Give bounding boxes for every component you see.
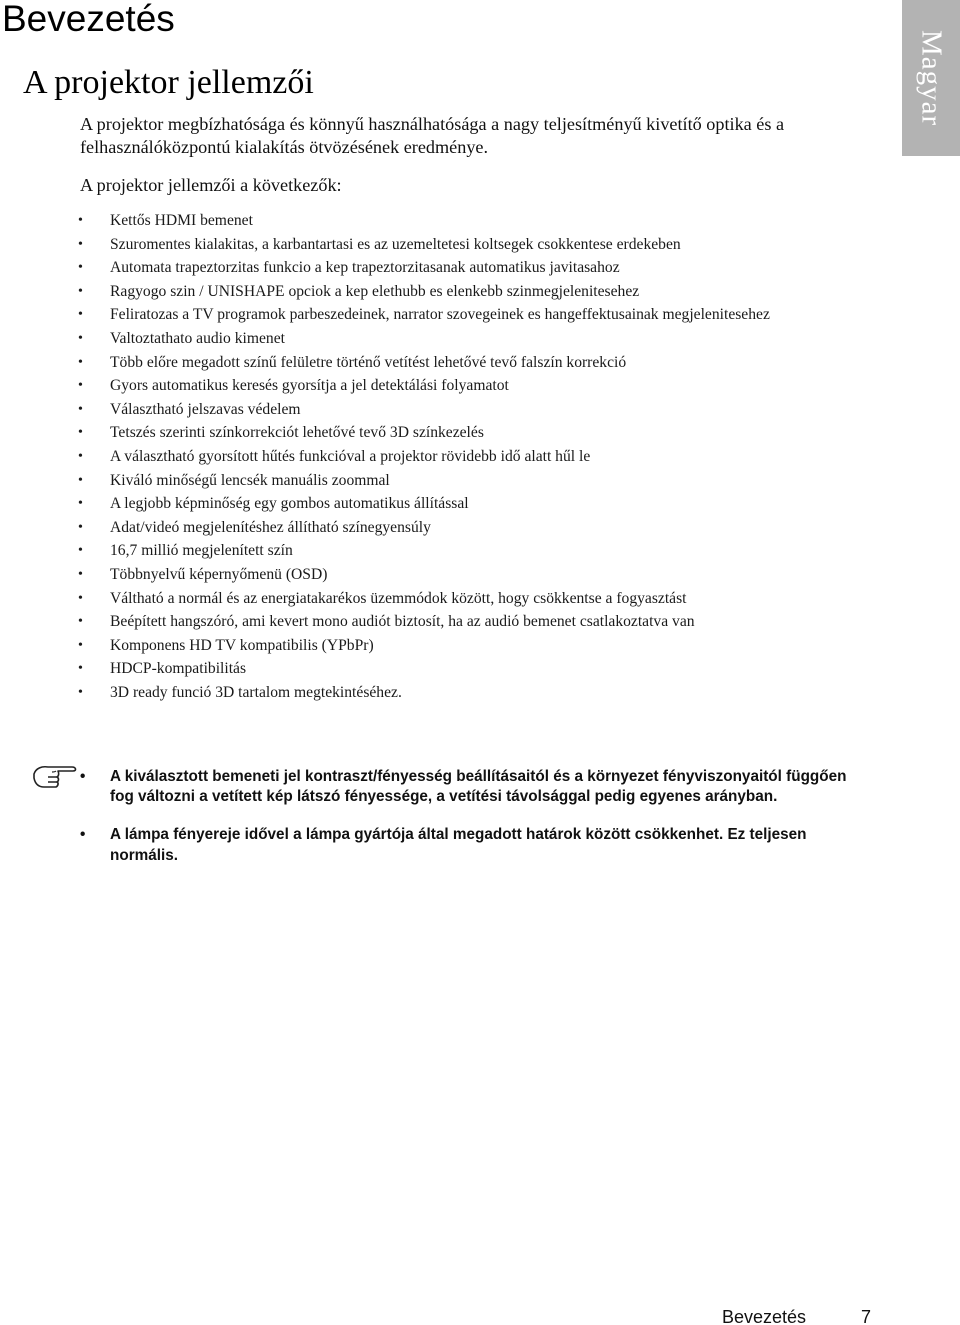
- language-tab: [902, 0, 960, 156]
- notes-list: [0, 767, 860, 884]
- feature-item-text: Komponens HD TV kompatibilis (YPbPr): [110, 636, 374, 654]
- feature-item: [0, 398, 860, 422]
- feature-item: [0, 233, 860, 257]
- note-item: [0, 825, 860, 865]
- feature-item: [0, 280, 860, 304]
- bullet-marker: •: [78, 614, 83, 630]
- chapter-title: Bevezetés: [2, 0, 175, 39]
- feature-item-text: Ragyogo szin / UNISHAPE opciok a kep elethubb es elenkebb szinmegjelenitesehez: [110, 282, 640, 300]
- feature-item: [0, 516, 860, 540]
- feature-item: [0, 445, 860, 469]
- feature-item-text: Szuromentes kialakitas, a karbantartasi es az uzemeltetesi koltsegek csokkentese erdekeben: [110, 235, 681, 253]
- feature-item-text: Több előre megadott színű felületre történő vetítést lehetővé tevő falszín korrekció: [110, 353, 627, 371]
- bullet-marker: •: [78, 330, 83, 346]
- feature-item: [0, 657, 860, 681]
- feature-item-text: Valtoztathato audio kimenet: [110, 329, 285, 347]
- feature-item: [0, 374, 860, 398]
- note-item-text: A lámpa fényereje idővel a lámpa gyártója által megadott határok között csökkenhet. Ez teljesen normális.: [110, 826, 807, 864]
- feature-item-text: Tetszés szerinti színkorrekciót lehetővé tevő 3D színkezelés: [110, 424, 484, 442]
- feature-item-text: Adat/videó megjelenítéshez állítható színegyensúly: [110, 518, 431, 536]
- feature-item-text: Választható jelszavas védelem: [110, 400, 301, 418]
- bullet-marker: •: [78, 519, 83, 535]
- intro-paragraph: A projektor megbízhatósága és könnyű használhatósága a nagy teljesítményű kivetítő optika és a felhasználóközpontú kialakítás ötvözésének eredménye.: [80, 114, 785, 157]
- feature-item: [0, 469, 860, 493]
- bullet-marker: •: [78, 496, 83, 512]
- feature-item-text: Kettős HDMI bemenet: [110, 212, 253, 229]
- bullet-marker: •: [78, 637, 83, 653]
- feature-item: [0, 303, 860, 327]
- feature-item: [0, 563, 860, 587]
- feature-item-text: Váltható a normál és az energiatakarékos üzemmódok között, hogy csökkentse a fogyasztást: [110, 589, 687, 607]
- section-title: A projektor jellemzői: [23, 64, 314, 101]
- note-item-text: A kiválasztott bemeneti jel kontraszt/fényesség beállításaitól és a környezet fényviszonyaitól függően fog változni a vetített kép látszó fényessége, a vetítési távolsággal pedig egyenes arányban.: [110, 768, 847, 806]
- bullet-marker: •: [78, 543, 83, 559]
- bullet-marker: •: [78, 425, 83, 441]
- bullet-marker: •: [78, 213, 83, 228]
- bullet-marker: •: [78, 566, 83, 582]
- bullet-marker: •: [80, 826, 86, 844]
- page-number: 7: [861, 1307, 872, 1325]
- feature-item-text: Feliratozas a TV programok parbeszedeinek, narrator szovegeinek es hangeffektusainak megjelenitesehez: [110, 306, 770, 324]
- bullet-marker: •: [78, 260, 83, 276]
- feature-item-text: HDCP-kompatibilitás: [110, 660, 247, 678]
- bullet-marker: •: [78, 590, 83, 606]
- feature-item-text: 3D ready funció 3D tartalom megtekintéséhez.: [110, 683, 402, 701]
- feature-item: [0, 327, 860, 351]
- bullet-marker: •: [78, 354, 83, 370]
- bullet-marker: •: [78, 283, 83, 299]
- bullet-marker: •: [78, 661, 83, 677]
- features-list: [0, 209, 860, 704]
- bullet-marker: •: [78, 684, 83, 700]
- bullet-marker: •: [78, 472, 83, 488]
- feature-item: [0, 587, 860, 611]
- bullet-marker: •: [80, 768, 86, 785]
- feature-item-text: Automata trapeztorzitas funkcio a kep trapeztorzitasanak automatikus javitasahoz: [110, 259, 620, 277]
- feature-item-text: Többnyelvű képernyőmenü (OSD): [110, 565, 328, 583]
- feature-item: [0, 681, 860, 705]
- feature-item: [0, 351, 860, 375]
- feature-item-text: Beépített hangszóró, ami kevert mono audiót biztosít, ha az audió bemenet csatlakoztatva van: [110, 613, 695, 631]
- bullet-marker: •: [78, 401, 83, 417]
- bullet-marker: •: [78, 236, 83, 252]
- bullet-marker: •: [78, 307, 83, 323]
- feature-item: [0, 539, 860, 563]
- feature-item: [0, 256, 860, 280]
- feature-item: [0, 421, 860, 445]
- features-lead: A projektor jellemzői a következők:: [80, 175, 342, 195]
- feature-item-text: Kiváló minőségű lencsék manuális zoommal: [110, 471, 390, 489]
- feature-item: [0, 209, 860, 233]
- bullet-marker: •: [78, 378, 83, 394]
- footer-section-name: Bevezetés: [722, 1307, 807, 1325]
- note-item: [0, 767, 860, 807]
- language-tab-label: Magyar: [915, 29, 948, 127]
- feature-item-text: A választható gyorsított hűtés funkcióval a projektor rövidebb idő alatt hűl le: [110, 447, 591, 465]
- bullet-marker: •: [78, 448, 83, 464]
- feature-item-text: A legjobb képminőség egy gombos automatikus állítással: [110, 495, 469, 513]
- feature-item: [0, 492, 860, 516]
- feature-item: [0, 610, 860, 634]
- feature-item: [0, 634, 860, 658]
- feature-item-text: Gyors automatikus keresés gyorsítja a jel detektálási folyamatot: [110, 377, 509, 395]
- feature-item-text: 16,7 millió megjelenített szín: [110, 542, 293, 560]
